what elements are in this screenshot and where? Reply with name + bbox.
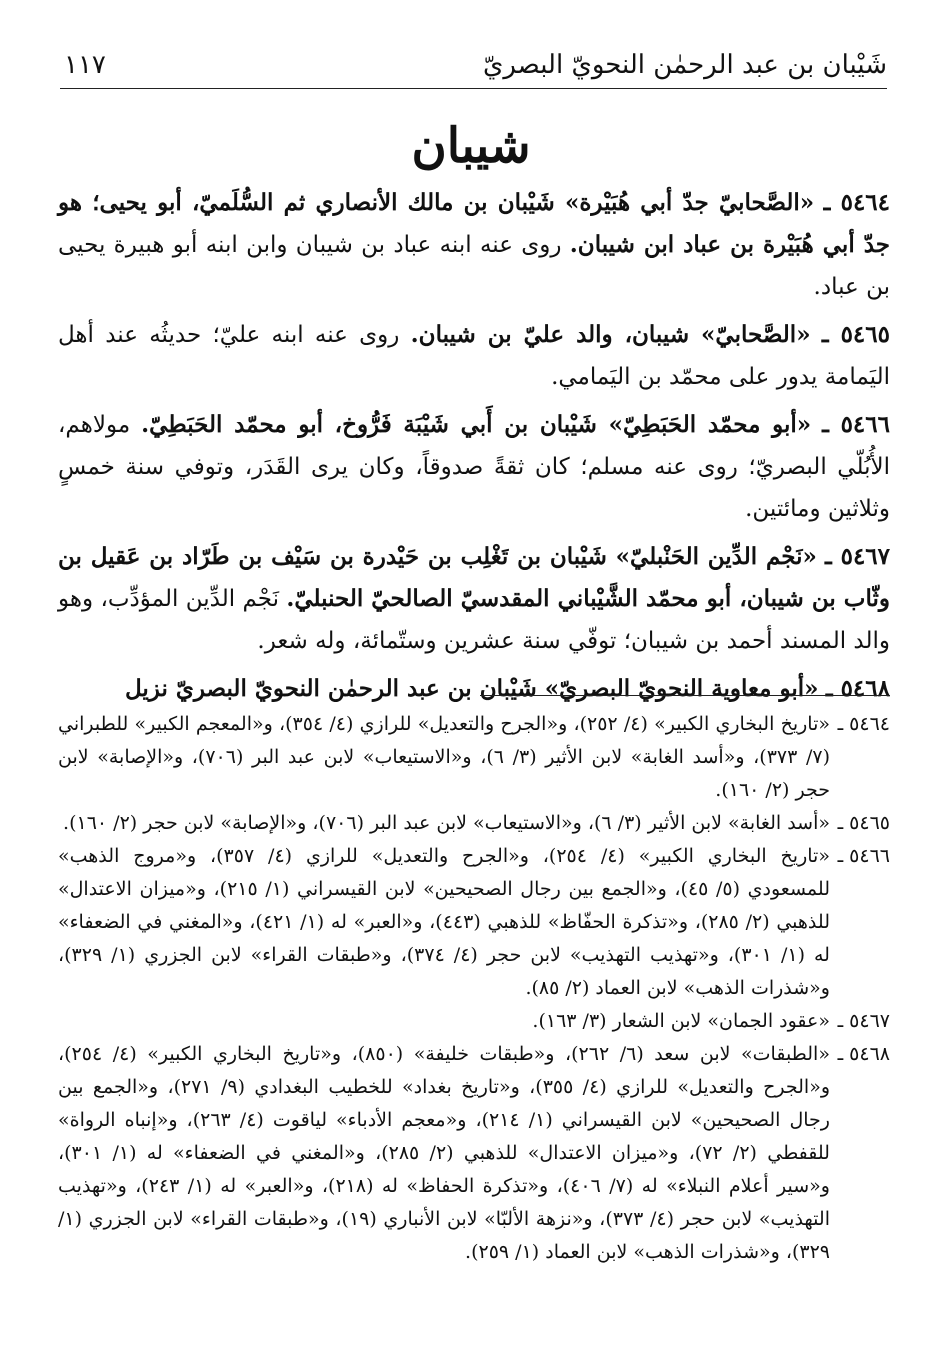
footnote-number: ٥٤٦٦ ـ [837,845,890,867]
section-heading: شيبان [411,118,531,174]
entry-number: ٥٤٦٤ ـ [823,189,891,216]
running-title: شَيْبان بن عبد الرحمٰن النحويّ البصريّ [482,50,887,80]
page-number: ١١٧ [64,50,106,80]
footnote-text: «أسد الغابة» لابن الأثير (٣/ ٦)، و«الاستيعاب» لابن عبد البر (٧٠٦)، و«الإصابة» لابن حجر (٢/ ١٦٠). [63,812,830,834]
footnote-5467 [58,1005,890,1038]
entry-text: نَجْم الدِّين المؤدِّب، وهو والد المسند أحمد بن شيبان؛ توفّي سنة عشرين وستّمائة، وله شعر. [58,586,890,654]
footnote-divider [480,695,890,696]
entry-number: ٥٤٦٨ ـ [825,675,890,702]
footnote-5465 [58,807,890,840]
entry-text: مولاهم، الأُبُلّي البصريّ؛ روى عنه مسلم؛ كان ثقةً صدوقاً، وكان يرى القَدَر، وتوفي سنة خمسٍ وثلاثين ومائتين. [58,412,890,522]
footnote-number: ٥٤٦٨ ـ [837,1043,890,1065]
entry-number: ٥٤٦٦ ـ [822,411,890,438]
footnote-text: «عقود الجمان» لابن الشعار (٣/ ١٦٣). [532,1010,830,1032]
entry-heading: «الصَّحابيّ جدّ أبي هُبَيْرة» شَيْبان بن مالك الأنصاري ثم السُّلَميّ، أبو يحيى؛ هو جدّ أبي هُبَيْرة بن عباد ابن شيبان. [58,189,891,258]
biography-entries [58,182,890,716]
entry-heading: «أبو معاوية النحويّ البصريّ» شَيْبان بن عبد الرحمٰن النحويّ البصريّ نزيل [124,675,819,702]
running-header [60,48,887,89]
entry-heading: «أبو محمّد الحَبَطِيّ» شَيْبان بن أَبي شَيْبَة فَرُّوخ، أبو محمّد الحَبَطِيّ. [141,411,812,438]
entry-5465 [58,314,890,398]
entry-number: ٥٤٦٧ ـ [825,543,891,570]
footnote-5464 [58,708,890,807]
footnote-text: «تاريخ البخاري الكبير» (٤/ ٢٥٤)، و«الجرح والتعديل» للرازي (٤/ ٣٥٧)، و«مروج الذهب» للمسعودي (٥/ ٤٥)، و«الجمع بين رجال الصحيحين» لابن القيسراني (١/ ٢١٥)، و«ميزان الاعتدال» للذهبي (٢/ ٢٨٥)، و«تذكرة الحفّاظ» للذهبي (٤٤٣)، و«العبر» له (١/ ٤٢١)، و«المغني في الضعفاء» له (١/ ٣٠١)، و«تهذيب التهذيب» لابن حجر (٤/ ٣٧٤)، و«طبقات القراء» لابن الجزري (١/ ٣٢٩)، و«شذرات الذهب» لابن العماد (٢/ ٨٥). [58,845,830,999]
footnote-5466 [58,840,890,1005]
entry-5466 [58,404,890,530]
entry-heading: «نَجْم الدِّين الحَنْبليّ» شَيْبان بن تَغْلِب بن حَيْدرة بن سَيْف بن طَرّاد بن عَقيل بن وثّاب بن شيبان، أبو محمّد الشَّيْباني المقدسيّ الصالحيّ الحنبليّ. [58,543,890,612]
footnote-5468 [58,1038,890,1269]
entry-5464 [58,182,890,308]
entry-number: ٥٤٦٥ ـ [821,321,890,348]
footnote-text: «تاريخ البخاري الكبير» (٤/ ٢٥٢)، و«الجرح والتعديل» للرازي (٤/ ٣٥٤)، و«المعجم الكبير» للطبراني (٧/ ٣٧٣)، و«أسد الغابة» لابن الأثير (٣/ ٦)، و«الاستيعاب» لابن عبد البر (٧٠٦)، و«الإصابة» لابن حجر (٢/ ١٦٠). [58,713,831,801]
footnotes [58,708,890,1269]
entry-5468 [58,668,890,710]
footnote-number: ٥٤٦٤ ـ [837,713,890,735]
entry-5467 [58,536,890,662]
entry-text: روى عنه ابنه عباد بن شيبان وابن ابنه أبو هبيرة يحيى بن عباد. [58,232,890,300]
footnote-number: ٥٤٦٧ ـ [837,1010,890,1032]
footnote-text: «الطبقات» لابن سعد (٦/ ٢٦٢)، و«طبقات خليفة» (٨٥٠)، و«تاريخ البخاري الكبير» (٤/ ٢٥٤)، و«الجرح والتعديل» للرازي (٤/ ٣٥٥)، و«تاريخ بغداد» للخطيب البغدادي (٩/ ٢٧١)، و«الجمع بين رجال الصحيحين» لابن القيسراني (١/ ٢١٤)، و«معجم الأدباء» لياقوت (٤/ ٢٦٣)، و«إنباه الرواة» للقفطي (٢/ ٧٢)، و«ميزان الاعتدال» للذهبي (٢/ ٢٨٥)، و«المغني في الضعفاء» له (١/ ٣٠١)، و«سير أعلام النبلاء» له (٧/ ٤٠٦)، و«تذكرة الحفاظ» له (٢١٨)، و«العبر» له (١/ ٢٤٣)، و«تهذيب التهذيب» لابن حجر (٤/ ٣٧٣)، و«نزهة الألبّا» لابن الأنباري (١٩)، و«طبقات القراء» لابن الجزري (١/ ٣٢٩)، و«شذرات الذهب» لابن العماد (١/ ٢٥٩). [58,1043,831,1263]
footnote-number: ٥٤٦٥ ـ [837,812,890,834]
entry-heading: «الصَّحابيّ» شيبان، والد عليّ بن شيبان. [410,321,811,348]
entry-text: روى عنه ابنه عليّ؛ حديثُه عند أهل اليَمامة يدور على محمّد بن اليَمامي. [58,322,890,390]
